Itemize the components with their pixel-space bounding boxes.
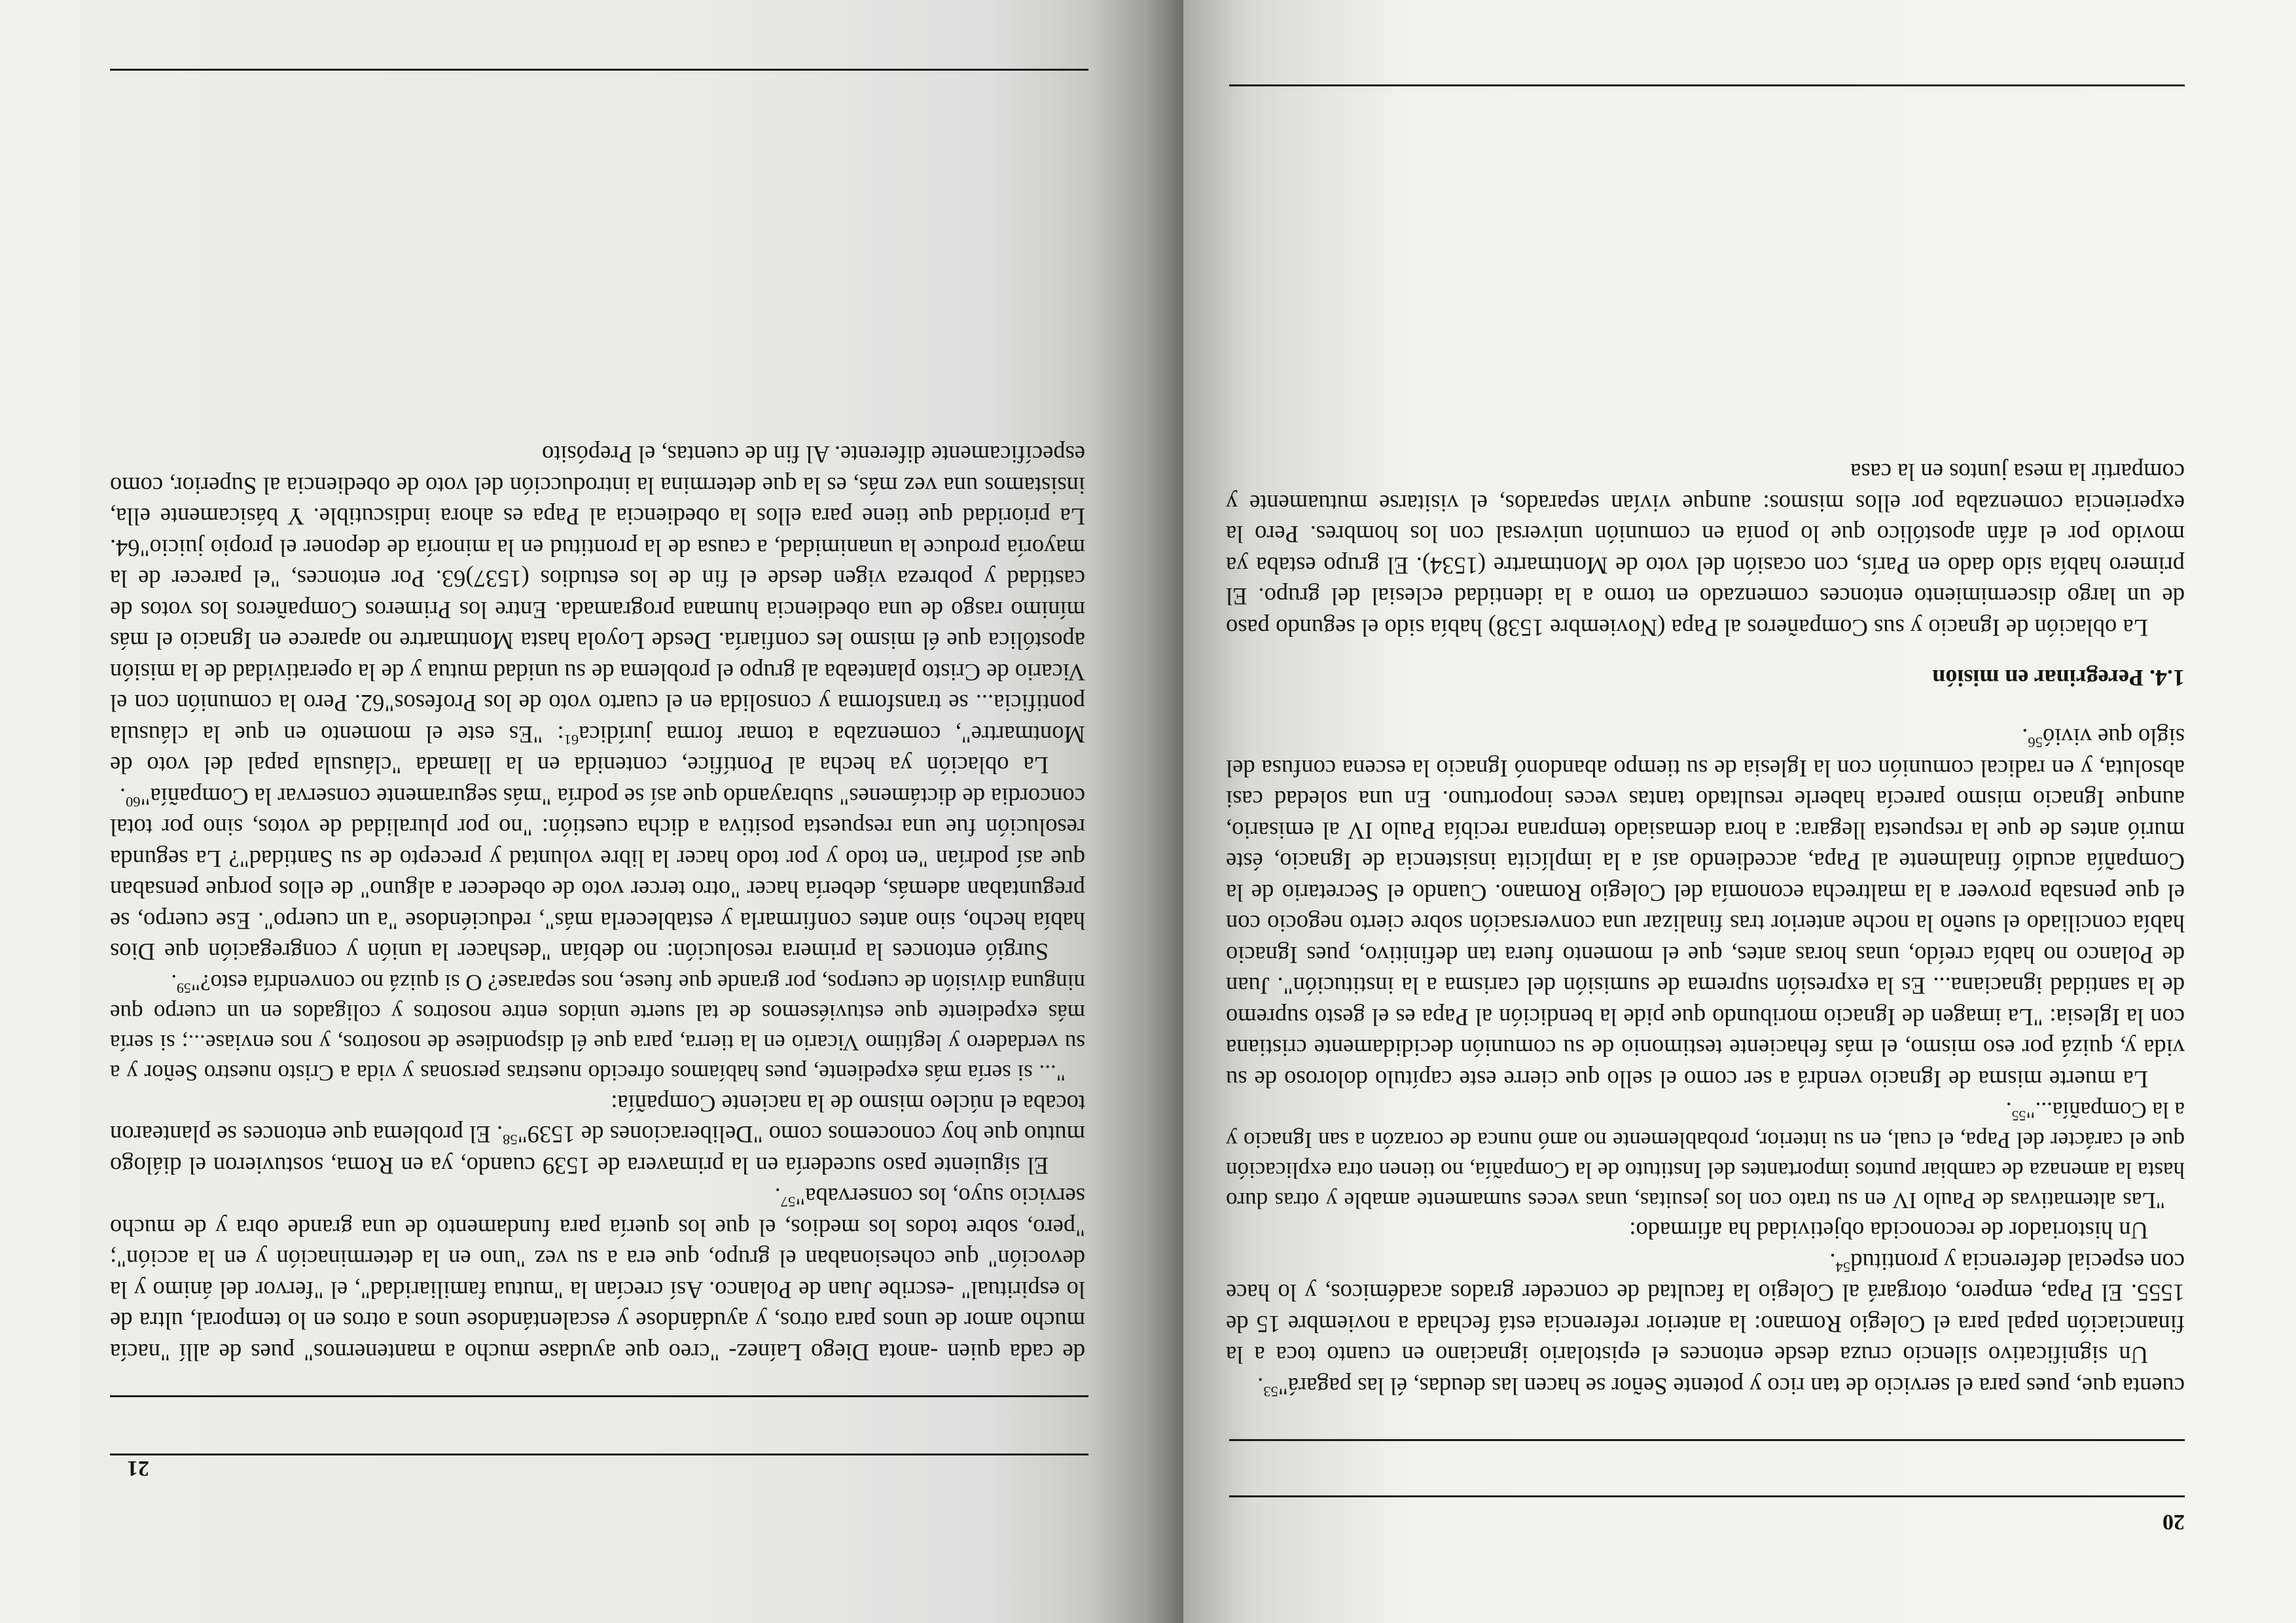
bottom-rule (110, 69, 1088, 71)
page-number: 21 (127, 1456, 149, 1480)
text-column (110, 439, 1085, 1368)
top-rule (1229, 1495, 2185, 1497)
bottom-rule (1229, 84, 2185, 86)
block-quote: "... si sería más expediente, pues habíamos ofrecido nuestras personas y vida a Cristo nuestro Señor y a su verdadero y legítimo Vicario en la tierra, para que él dispondiese de nosotros, y nos enviase...; si sería más expediente que estuviésemos de tal suerte unidos entre nosotros y coligados en un cuerpo que ninguna división de cuerpos, por grande que fuese, nos separase? O si quizá no convendría esto?"$^{59}$. (110, 970, 1085, 1086)
page-number: 20 (2162, 1510, 2185, 1534)
paragraph: cuenta que, pues para el servicio de tan rico y potente Señor se hacen las deudas, él las pagará"$^{53}$. (1257, 1373, 2185, 1400)
paragraph: Surgió entonces la primera resolución: no debían "deshacer la unión y congregación que Dios había hecho, sino antes confirmarla y establecerla más", reduciéndose "a un cuerpo". Ese cuerpo, se preguntaban además, debería hacer "otro tercer voto de obedecer a alguno" de ellos porque pensaban que así podrían "en todo y por todo hacer la libre voluntad y precepto de su Santidad"? La segunda resolución fue una respuesta positiva a dicha cuestión: "no por pluralidad de votos, sino por total concordia de dictámenes" subrayando que así se podría "más seguramente conservar la Compañía"$^{60}$. (110, 783, 1085, 966)
section-heading: 1.4. Peregrinar en misión (1932, 665, 2185, 691)
paragraph: El siguiente paso sucedería en la primavera de 1539 cuando, ya en Roma, sostuvieron el diálogo mutuo que hoy conocemos como "Deliberaciones de 1539"$^{58}$. El problema que entonces se plantearon tocaba el núcleo mismo de la naciente Compañía: (110, 1090, 1085, 1179)
paragraph: Un historiador de reconocida objetividad ha afirmado: (1629, 1217, 2148, 1245)
header-rule (1229, 1439, 2185, 1441)
page-20 (1183, 0, 2296, 1623)
top-rule (110, 1395, 1088, 1397)
paragraph: La muerte misma de Ignacio vendrá a ser como el sello que cierre este capítulo doloroso de su vida y, quizá por eso mismo, el más fehaciente testimonio de su comunión decididamente cristiana con la Iglesia: "La imagen de Ignacio moribundo que pide la bendición al Papa es el gesto supremo de la santidad ignaciana... Es la expresión suprema de sumisión del carisma a la institución". Juan de Polanco no había creído, unas horas antes, que el momento fuera tan definitivo, pues Ignacio había conciliado el sueño la noche anterior tras finalizar una conversación sobre cierto negocio con el que pensaba proveer a la maltrecha economía del Colegio Romano. Cuando el Secretario de la Compañía acudió finalmente al Papa, accediendo así a la implícita insistencia de Ignacio, éste murió antes de que la respuesta llegara: a hora demasiado temprana recibía Paulo IV al emisario, aunque Ignacio mismo parecía haberle resultado tantas veces inoportuno. En una soledad casi absoluta, y en radical comunión con la Iglesia de su tiempo abandonó Ignacio la escena confusa del siglo que vivió$^{56}$. (1226, 724, 2185, 1093)
paragraph: La oblación ya hecha al Pontífice, contenida en la llamada "cláusula papal del voto de Montmartre", comenzaba a tomar forma jurídica$^{61}$: "Es este el momento en que la cláusula pontificia... se transforma y consolida en el cuarto voto de los Profesos"62. Pero la comunión con el Vicario de Cristo planteaba al grupo el problema de su unidad mutua y de la operatividad de la misión apostólica que él mismo les confiaría. Desde Loyola hasta Montmartre no aparece en Ignacio el más mínimo rasgo de una obediencia humana programada. Entre los Primeros Compañeros los votos de castidad y pobreza vigen desde el fin de los estudios (1537)63. Por entonces, "el parecer de la mayoría produce la unanimidad, a causa de la prontitud en la minoría de deponer el propio juicio"64. La prioridad que tiene para ellos la obediencia al Papa es ahora indiscutible. Y básicamente ella, insistamos una vez más, es la que determina la introducción del voto de obediencia al Superior, como específicamente diferente. Al fin de cuentas, el Prepósito (110, 441, 1085, 779)
block-quote: "Las alternativas de Paulo IV en su trato con los jesuitas, unas veces sumamente amable y otras duro hasta la amenaza de cambiar puntos importantes del Instituto de la Compañía, no tienen otra explicación que el carácter del Papa, el cual, en su interior, probablemente no amó nunca de corazón a san Ignacio y a la Compañía..."$^{55}$. (1226, 1097, 2185, 1213)
paragraph: La oblación de Ignacio y sus Compañeros al Papa (Noviembre 1538) había sido el segundo paso de un largo discernimiento entonces comenzado en torno a la identidad eclesial del grupo. El primero había sido dado en París, con ocasión del voto de Montmartre (1534). El grupo estaba ya movido por el afán apostólico que lo ponía en comunión universal con los hombres. Pero la experiencia comenzaba por ellos mismos: aunque vivían separados, el visitarse mutuamente y compartir la mesa juntos en la casa (1226, 459, 2185, 641)
paragraph: Un significativo silencio cruza desde entonces el epistolario ignaciano en cuanto toca a la financiación papal para el Colegio Romano: la anterior referencia está fechada a noviembre 15 de 1555. El Papa, empero, otorgará al Colegio la facultad de conceder grados académicos, y lo hace con especial deferencia y prontitud$^{54}$. (1226, 1249, 2185, 1369)
text-column (1226, 457, 2185, 1402)
paragraph: de cada quien -anota Diego Laínez- "creo que ayudase mucho a mantenernos" pues de allí "nacía mucho amor de unos para otros, y ayudándose y escalentándose unos a otros en lo temporal, ultra de lo espiritual" -escribe Juan de Polanco. Así crecían la "mutua familiaridad", el "fervor del ánimo y la devoción" que cohesionaban el grupo, que era a su vez "uno en la determinación y en la acción"; "pero, sobre todos los medios, el que los quería para fundamento de una grande obra y de mucho servicio suyo, los conservaba"$^{57}$. (110, 1183, 1085, 1366)
header-rule (110, 1454, 1088, 1455)
